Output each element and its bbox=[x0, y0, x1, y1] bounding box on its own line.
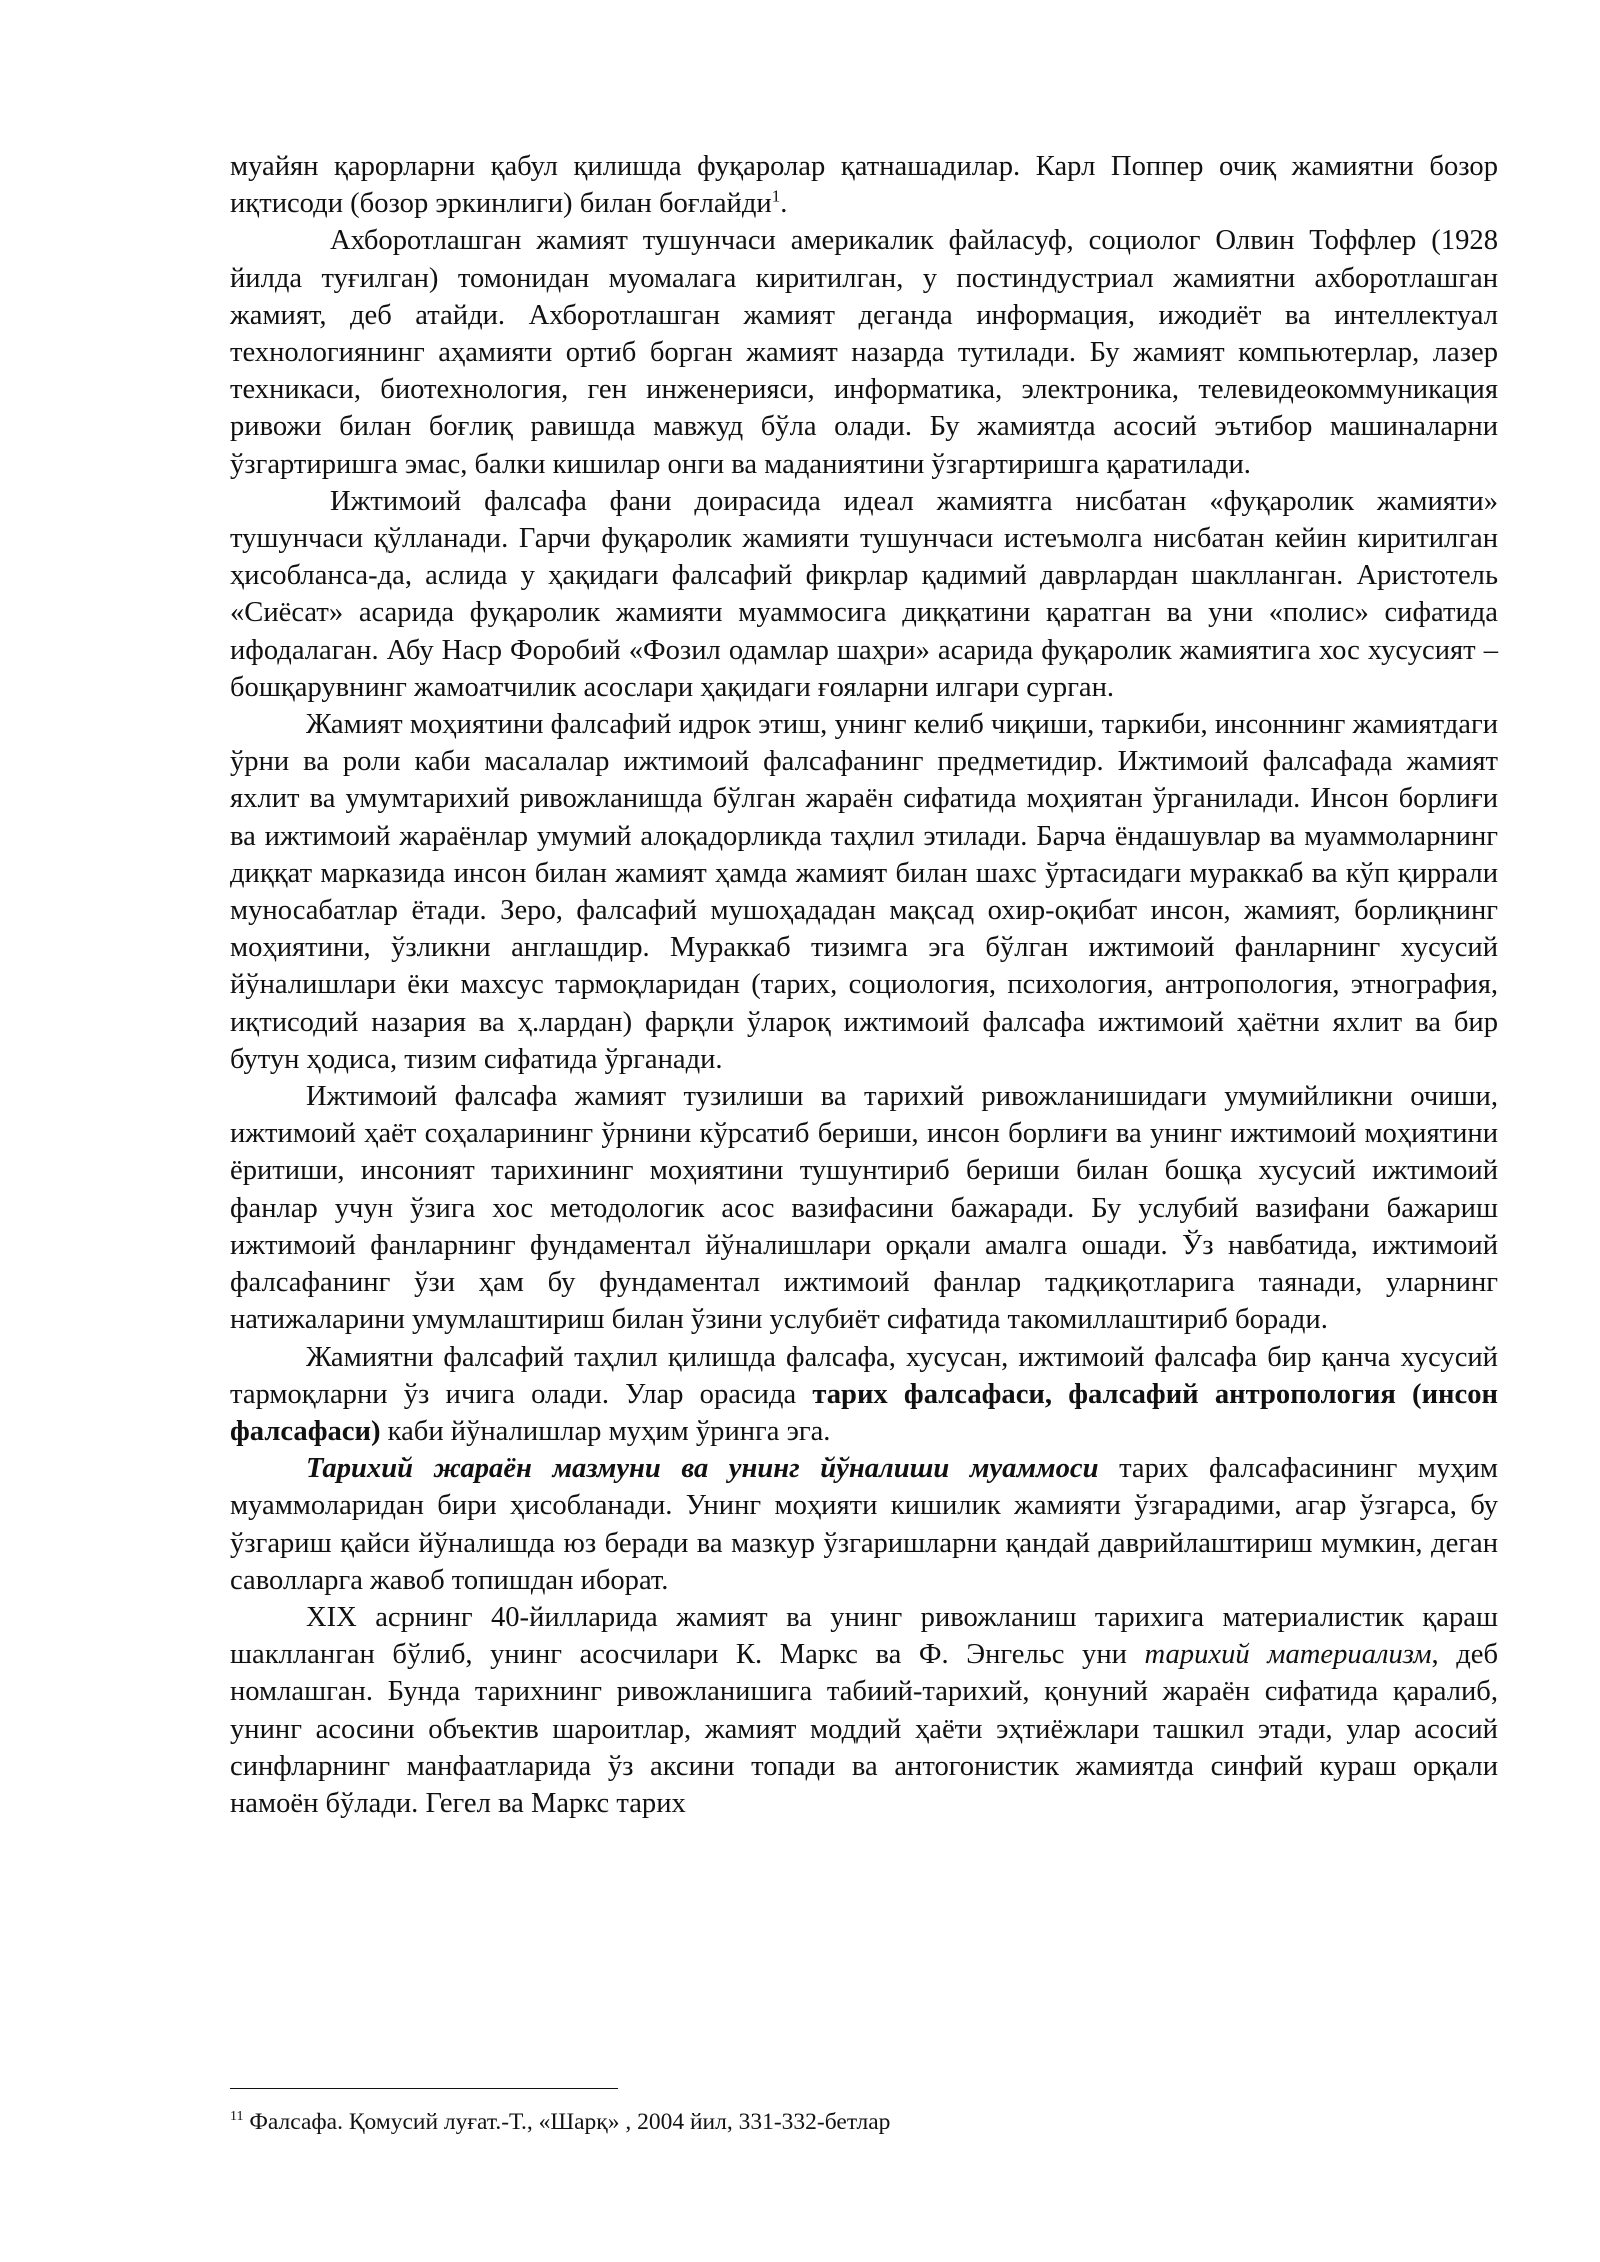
paragraph-6-bold: тарих фалсафаси, фалсафий антропология (инсон фалсафаси) bbox=[230, 1378, 1498, 1447]
paragraph-7-text: тарих фалсафасининг муҳим муаммоларидан бири ҳисобланади. Унинг моҳияти кишилик жамияти ўзгарадими, агар ўзгарса, бу ўзгариш қайси йўналишда юз беради ва мазкур ўзгаришларни қандай даврийлаштириш мумкин, деган саволларга жавоб топишдан иборат. bbox=[230, 1453, 1499, 1596]
paragraph-7 bbox=[230, 1450, 1498, 1599]
footnote-text: Фалсафа. Қомусий луғат.-Т., «Шарқ» , 2004 йил, 331-332-бетлар bbox=[243, 2109, 891, 2135]
footnote-mark: 11 bbox=[230, 2109, 244, 2125]
footnote-reference[interactable]: 1 bbox=[771, 186, 781, 206]
paragraph-8 bbox=[230, 1599, 1498, 1822]
paragraph-8-text: XIX асрнинг 40-йилларида жамият ва унинг ривожланиш тарихига материалистик қараш шаклланган бўлиб, унинг асосчилари К. Маркс ва Ф. Энгельс уни bbox=[230, 1601, 1498, 1671]
paragraph-5: Ижтимоий фалсафа жамият тузилиши ва тарихий ривожланишидаги умумийликни очиши, ижтимоий ҳаёт соҳаларининг ўрнини кўрсатиб бериши, инсон борлиғи ва унинг ижтимоий моҳиятини ёритиши, инсоният тарихининг моҳиятини тушунтириб бериши билан бошқа хусусий ижтимоий фанлар учун ўзига хос методологик асос вазифасини бажаради. Бу услубий вазифани бажариш ижтимоий фанларнинг фундаментал йўналишлари орқали амалга ошади. Ўз навбатида, ижтимоий фалсафанинг ўзи ҳам бу фундаментал ижтимоий фанлар тадқиқотларига таянади, уларнинг натижаларини умумлаштириш билан ўзини услубиёт сифатида такомиллаштириб боради. bbox=[230, 1081, 1498, 1336]
paragraph-6-text-end: каби йўналишлар муҳим ўринга эга. bbox=[380, 1415, 831, 1447]
paragraph-6-text: Жамиятни фалсафий таҳлил қилишда фалсафа, хусусан, ижтимоий фалсафа бир қанча хусусий тармоқларни ўз ичига олади. Улар орасида bbox=[230, 1341, 1498, 1410]
paragraph-1-text: муайян қарорларни қабул қилишда фуқаролар қатнашадилар. Карл Поппер очиқ жамиятни бозор иқтисоди (бозор эркинлиги) билан боғлайди bbox=[230, 151, 1498, 220]
paragraph-4: Жамият моҳиятини фалсафий идрок этиш, унинг келиб чиқиши, таркиби, инсоннинг жамиятдаги ўрни ва роли каби масалалар ижтимоий фалсафанинг предметидир. Ижтимоий фалсафада жамият яхлит ва умумтарихий ривожланишда бўлган жараён сифатида моҳиятан ўрганилади. Инсон борлиғи ва ижтимоий жараёнлар умумий алоқадорликда таҳлил этилади. Барча ёндашувлар ва муаммоларнинг диққат марказида инсон билан жамият ҳамда жамият билан шахс ўртасидаги мураккаб ва кўп қиррали муносабатлар ётади. Зеро, фалсафий мушоҳададан мақсад охир-оқибат инсон, жамият, борлиқнинг моҳиятини, ўзликни англашдир. Мураккаб тизимга эга бўлган ижтимоий фанларнинг хусусий йўналишлари ёки махсус тармоқларидан (тарих, социология, психология, антропология, этнография, иқтисодий назария ва ҳ.лардан) фарқли ўлароқ ижтимоий фалсафа ижтимоий ҳаётни яхлит ва бир бутун ҳодиса, тизим сифатида ўрганади. bbox=[230, 709, 1498, 1075]
paragraph-8-text-end: , деб номлашган. Бунда тарихнинг ривожланишига табиий-тарихий, қонуний жараён сифатида қаралиб, унинг асосини объектив шароитлар, жамият моддий ҳаёти эҳтиёжлари ташкил этади, улар асосий синфларнинг манфаатларида ўз аксини топади ва антогонистик жамиятда синфий кураш орқали намоён бўлади. Гегел ва Маркс тарих bbox=[230, 1639, 1498, 1819]
paragraph-1 bbox=[230, 148, 1498, 222]
paragraph-2: Ахборотлашган жамият тушунчаси америкалик файласуф, социолог Олвин Тоффлер (1928 йилда туғилган) томонидан муомалага киритилган, у постиндустриал жамиятни ахборотлашган жамият, деб атайди. Ахборотлашган жамият деганда информация, ижодиёт ва интеллектуал технологиянинг аҳамияти ортиб борган жамият назарда тутилади. Бу жамият компьютерлар, лазер техникаси, биотехнология, ген инженерияси, информатика, электроника, телевидеокоммуникация ривожи билан боғлиқ равишда мавжуд бўла олади. Бу жамиятда асосий эътибор машиналарни ўзгартиришга эмас, балки кишилар онги ва маданиятини ўзгартиришга қаратилади. bbox=[230, 225, 1498, 480]
paragraph-7-bold-italic: Тарихий жараён мазмуни ва унинг йўналиши муаммоси bbox=[306, 1453, 1099, 1485]
paragraph-1-end: . bbox=[780, 188, 788, 220]
footnote-separator bbox=[230, 2088, 618, 2089]
paragraph-8-italic: тарихий материализм bbox=[1144, 1639, 1432, 1671]
footnote bbox=[230, 2107, 1498, 2137]
paragraph-6 bbox=[230, 1339, 1498, 1451]
paragraph-3: Ижтимоий фалсафа фани доирасида идеал жамиятга нисбатан «фуқаролик жамияти» тушунчаси қўлланади. Гарчи фуқаролик жамияти тушунчаси истеъмолга нисбатан кейин киритилган ҳисоблансa-да, аслида у ҳақидаги фалсафий фикрлар қадимий даврлардан шаклланган. Аристотель «Сиёсат» асарида фуқаролик жамияти муаммосига диққатини қаратган ва уни «полис» сифатида ифодалаган. Абу Наср Форобий «Фозил одамлар шаҳри» асарида фуқаролик жамиятига хос хусусият – бошқарувнинг жамоатчилик асослари ҳақидаги ғояларни илгари сурган. bbox=[230, 485, 1498, 703]
document-body bbox=[230, 148, 1498, 1822]
